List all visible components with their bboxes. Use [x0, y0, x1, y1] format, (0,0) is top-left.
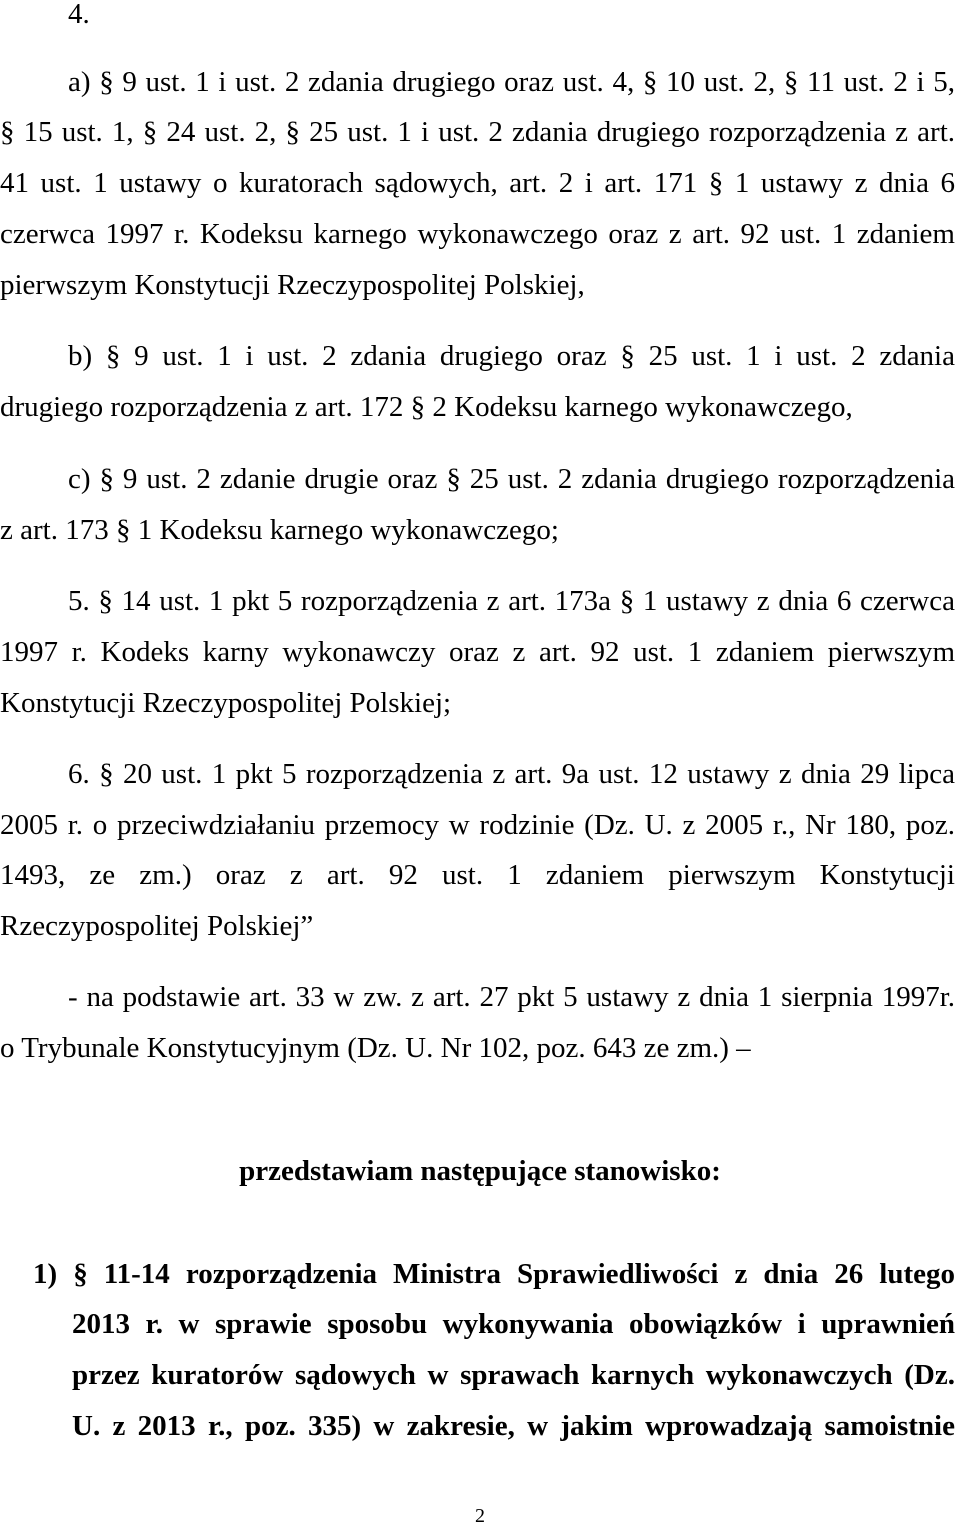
- position-item-1-line: przez kuratorów sądowych w sprawach karnych wykonawczych (Dz.: [72, 1359, 955, 1391]
- legal-basis-line: - na podstawie art. 33 w zw. z art. 27 pkt 5 ustawy z dnia 1 sierpnia 1997r.: [68, 981, 955, 1013]
- item-5-line: 1997 r. Kodeks karny wykonawczy oraz z art. 92 ust. 1 zdaniem pierwszym: [0, 636, 955, 668]
- legal-basis-line: o Trybunale Konstytucyjnym (Dz. U. Nr 102, poz. 643 ze zm.) –: [0, 1032, 751, 1064]
- item-5-line: 5. § 14 ust. 1 pkt 5 rozporządzenia z art. 173a § 1 ustawy z dnia 6 czerwca: [68, 585, 955, 617]
- item-6-line: 6. § 20 ust. 1 pkt 5 rozporządzenia z art. 9a ust. 12 ustawy z dnia 29 lipca: [68, 758, 955, 790]
- item-4-c-line: c) § 9 ust. 2 zdanie drugie oraz § 25 ust. 2 zdania drugiego rozporządzenia: [68, 463, 955, 495]
- item-4-c-line: z art. 173 § 1 Kodeksu karnego wykonawczego;: [0, 514, 559, 546]
- position-item-1-line: 1) § 11-14 rozporządzenia Ministra Sprawiedliwości z dnia 26 lutego: [33, 1258, 955, 1290]
- item-4-a-line: pierwszym Konstytucji Rzeczypospolitej Polskiej,: [0, 269, 585, 301]
- item-4-a-line: a) § 9 ust. 1 i ust. 2 zdania drugiego oraz ust. 4, § 10 ust. 2, § 11 ust. 2 i 5,: [68, 66, 955, 98]
- item-4-b-line: b) § 9 ust. 1 i ust. 2 zdania drugiego oraz § 25 ust. 1 i ust. 2 zdania: [68, 340, 955, 372]
- position-item-1-line: 2013 r. w sprawie sposobu wykonywania obowiązków i uprawnień: [72, 1308, 955, 1340]
- item-4-a-line: 41 ust. 1 ustawy o kuratorach sądowych, art. 2 i art. 171 § 1 ustawy z dnia 6: [0, 167, 955, 199]
- item-4-a-line: § 15 ust. 1, § 24 ust. 2, § 25 ust. 1 i ust. 2 zdania drugiego rozporządzenia z art.: [0, 116, 955, 148]
- item-4-a-line: czerwca 1997 r. Kodeksu karnego wykonawczego oraz z art. 92 ust. 1 zdaniem: [0, 218, 955, 250]
- page-number: 2: [475, 1505, 485, 1525]
- position-heading: przedstawiam następujące stanowisko:: [239, 1155, 721, 1187]
- item-6-line: 1493, ze zm.) oraz z art. 92 ust. 1 zdaniem pierwszym Konstytucji: [0, 859, 955, 891]
- item-5-line: Konstytucji Rzeczypospolitej Polskiej;: [0, 687, 452, 719]
- item-6-line: Rzeczypospolitej Polskiej”: [0, 910, 314, 942]
- section-number: 4.: [68, 0, 90, 30]
- item-4-b-line: drugiego rozporządzenia z art. 172 § 2 Kodeksu karnego wykonawczego,: [0, 391, 853, 423]
- position-item-1-line: U. z 2013 r., poz. 335) w zakresie, w jakim wprowadzają samoistnie: [72, 1410, 955, 1442]
- item-6-line: 2005 r. o przeciwdziałaniu przemocy w rodzinie (Dz. U. z 2005 r., Nr 180, poz.: [0, 809, 955, 841]
